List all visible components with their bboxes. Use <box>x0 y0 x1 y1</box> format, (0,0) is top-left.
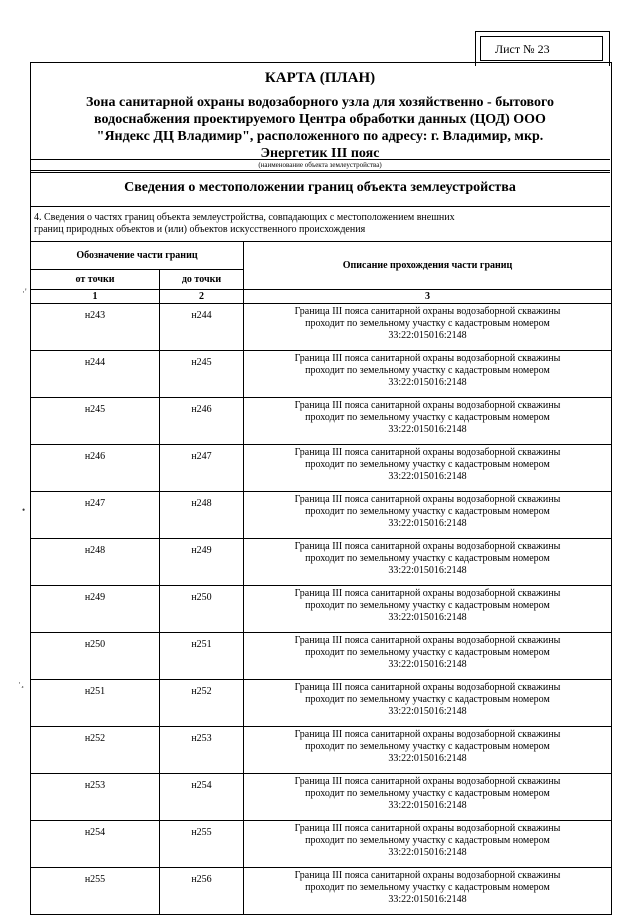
from-point: н252 <box>31 727 160 774</box>
table-row <box>31 492 612 539</box>
table-row <box>31 821 612 868</box>
from-point: н244 <box>31 351 160 398</box>
description-line: проходит по земельному участку с кадастровым номером <box>305 788 550 799</box>
object-name-line: Зона санитарной охраны водозаборного узла для хозяйственно - бытового <box>86 95 554 110</box>
boundary-description <box>244 727 612 774</box>
cadastral-number: 33:22:015016:2148 <box>388 330 467 341</box>
section-title: Сведения о местоположении границ объекта землеустройства <box>124 180 516 195</box>
description-line: Граница III пояса санитарной охраны водозаборной скважины <box>294 776 561 787</box>
description-line: Граница III пояса санитарной охраны водозаборной скважины <box>294 306 561 317</box>
boundary-description <box>244 398 612 445</box>
table-row <box>31 539 612 586</box>
from-point: н254 <box>31 821 160 868</box>
table-row <box>31 304 612 351</box>
col-number-2: 2 <box>160 290 244 304</box>
description-line: проходит по земельному участку с кадастровым номером <box>305 553 550 564</box>
boundary-description <box>244 351 612 398</box>
from-point: н255 <box>31 868 160 915</box>
to-point: н248 <box>160 492 244 539</box>
boundary-table <box>30 241 612 915</box>
map-title: КАРТА (ПЛАН) <box>264 70 376 86</box>
section-rule-top <box>30 170 610 173</box>
intro-line: границ природных объектов и (или) объектов искусственного происхождения <box>34 224 366 235</box>
table-row <box>31 586 612 633</box>
object-name-line: "Яндекс ДЦ Владимир", расположенного по адресу: г. Владимир, мкр. <box>96 129 544 144</box>
from-point: н245 <box>31 398 160 445</box>
to-point: н249 <box>160 539 244 586</box>
desc-header: Описание прохождения части границ <box>244 242 612 290</box>
scan-mark: ·¸ <box>18 678 24 688</box>
boundary-description <box>244 445 612 492</box>
from-point: н247 <box>31 492 160 539</box>
description-line: проходит по земельному участку с кадастровым номером <box>305 835 550 846</box>
intro-text <box>34 212 604 236</box>
col-number-1: 1 <box>31 290 160 304</box>
description-line: проходит по земельному участку с кадастровым номером <box>305 365 550 376</box>
boundary-description <box>244 304 612 351</box>
description-line: Граница III пояса санитарной охраны водозаборной скважины <box>294 635 561 646</box>
boundary-description <box>244 821 612 868</box>
cadastral-number: 33:22:015016:2148 <box>388 659 467 670</box>
boundary-description <box>244 492 612 539</box>
cadastral-number: 33:22:015016:2148 <box>388 894 467 905</box>
description-line: Граница III пояса санитарной охраны водозаборной скважины <box>294 682 561 693</box>
section-rule-bottom <box>30 206 610 207</box>
description-line: Граница III пояса санитарной охраны водозаборной скважины <box>294 400 561 411</box>
from-header: от точки <box>31 270 160 290</box>
description-line: Граница III пояса санитарной охраны водозаборной скважины <box>294 494 561 505</box>
cadastral-number: 33:22:015016:2148 <box>388 847 467 858</box>
boundary-description <box>244 539 612 586</box>
table-row <box>31 445 612 492</box>
description-line: проходит по земельному участку с кадастровым номером <box>305 412 550 423</box>
from-point: н249 <box>31 586 160 633</box>
object-name-line: водоснабжения проектируемого Центра обработки данных (ЦОД) ООО <box>94 112 546 127</box>
to-point: н245 <box>160 351 244 398</box>
object-caption: (наименование объекта землеустройства) <box>258 161 382 169</box>
scan-mark: ·' <box>22 287 27 297</box>
description-line: проходит по земельному участку с кадастровым номером <box>305 506 550 517</box>
cadastral-number: 33:22:015016:2148 <box>388 424 467 435</box>
boundary-description <box>244 868 612 915</box>
to-point: н253 <box>160 727 244 774</box>
to-point: н254 <box>160 774 244 821</box>
to-point: н246 <box>160 398 244 445</box>
description-line: проходит по земельному участку с кадастровым номером <box>305 318 550 329</box>
boundary-description <box>244 774 612 821</box>
description-line: Граница III пояса санитарной охраны водозаборной скважины <box>294 353 561 364</box>
from-point: н246 <box>31 445 160 492</box>
table-row <box>31 680 612 727</box>
table-row <box>31 727 612 774</box>
group-header: Обозначение части границ <box>31 242 244 270</box>
description-line: проходит по земельному участку с кадастровым номером <box>305 647 550 658</box>
to-point: н255 <box>160 821 244 868</box>
boundary-description <box>244 680 612 727</box>
description-line: Граница III пояса санитарной охраны водозаборной скважины <box>294 870 561 881</box>
from-point: н250 <box>31 633 160 680</box>
table-row <box>31 633 612 680</box>
description-line: проходит по земельному участку с кадастровым номером <box>305 459 550 470</box>
from-point: н251 <box>31 680 160 727</box>
to-header: до точки <box>160 270 244 290</box>
cadastral-number: 33:22:015016:2148 <box>388 471 467 482</box>
description-line: Граница III пояса санитарной охраны водозаборной скважины <box>294 447 561 458</box>
to-point: н256 <box>160 868 244 915</box>
col-number-3: 3 <box>244 290 612 304</box>
description-line: проходит по земельному участку с кадастровым номером <box>305 600 550 611</box>
caption-rule <box>30 159 610 160</box>
cadastral-number: 33:22:015016:2148 <box>388 518 467 529</box>
intro-line: 4. Сведения о частях границ объекта землеустройства, совпадающих с местоположением внешних <box>34 212 455 223</box>
cadastral-number: 33:22:015016:2148 <box>388 800 467 811</box>
scan-mark: • <box>22 505 26 515</box>
to-point: н251 <box>160 633 244 680</box>
cadastral-number: 33:22:015016:2148 <box>388 706 467 717</box>
boundary-description <box>244 586 612 633</box>
boundary-description <box>244 633 612 680</box>
table-row <box>31 351 612 398</box>
to-point: н250 <box>160 586 244 633</box>
cadastral-number: 33:22:015016:2148 <box>388 612 467 623</box>
cadastral-number: 33:22:015016:2148 <box>388 377 467 388</box>
object-name <box>30 94 610 162</box>
description-line: проходит по земельному участку с кадастровым номером <box>305 741 550 752</box>
description-line: Граница III пояса санитарной охраны водозаборной скважины <box>294 823 561 834</box>
from-point: н248 <box>31 539 160 586</box>
description-line: Граница III пояса санитарной охраны водозаборной скважины <box>294 729 561 740</box>
description-line: проходит по земельному участку с кадастровым номером <box>305 694 550 705</box>
sheet-number: Лист № 23 <box>480 36 603 61</box>
description-line: проходит по земельному участку с кадастровым номером <box>305 882 550 893</box>
to-point: н252 <box>160 680 244 727</box>
from-point: н253 <box>31 774 160 821</box>
description-line: Граница III пояса санитарной охраны водозаборной скважины <box>294 541 561 552</box>
object-name-line: Энергетик III пояс <box>260 146 380 161</box>
to-point: н247 <box>160 445 244 492</box>
cadastral-number: 33:22:015016:2148 <box>388 565 467 576</box>
to-point: н244 <box>160 304 244 351</box>
description-line: Граница III пояса санитарной охраны водозаборной скважины <box>294 588 561 599</box>
table-row <box>31 774 612 821</box>
table-row <box>31 398 612 445</box>
from-point: н243 <box>31 304 160 351</box>
table-row <box>31 868 612 915</box>
cadastral-number: 33:22:015016:2148 <box>388 753 467 764</box>
